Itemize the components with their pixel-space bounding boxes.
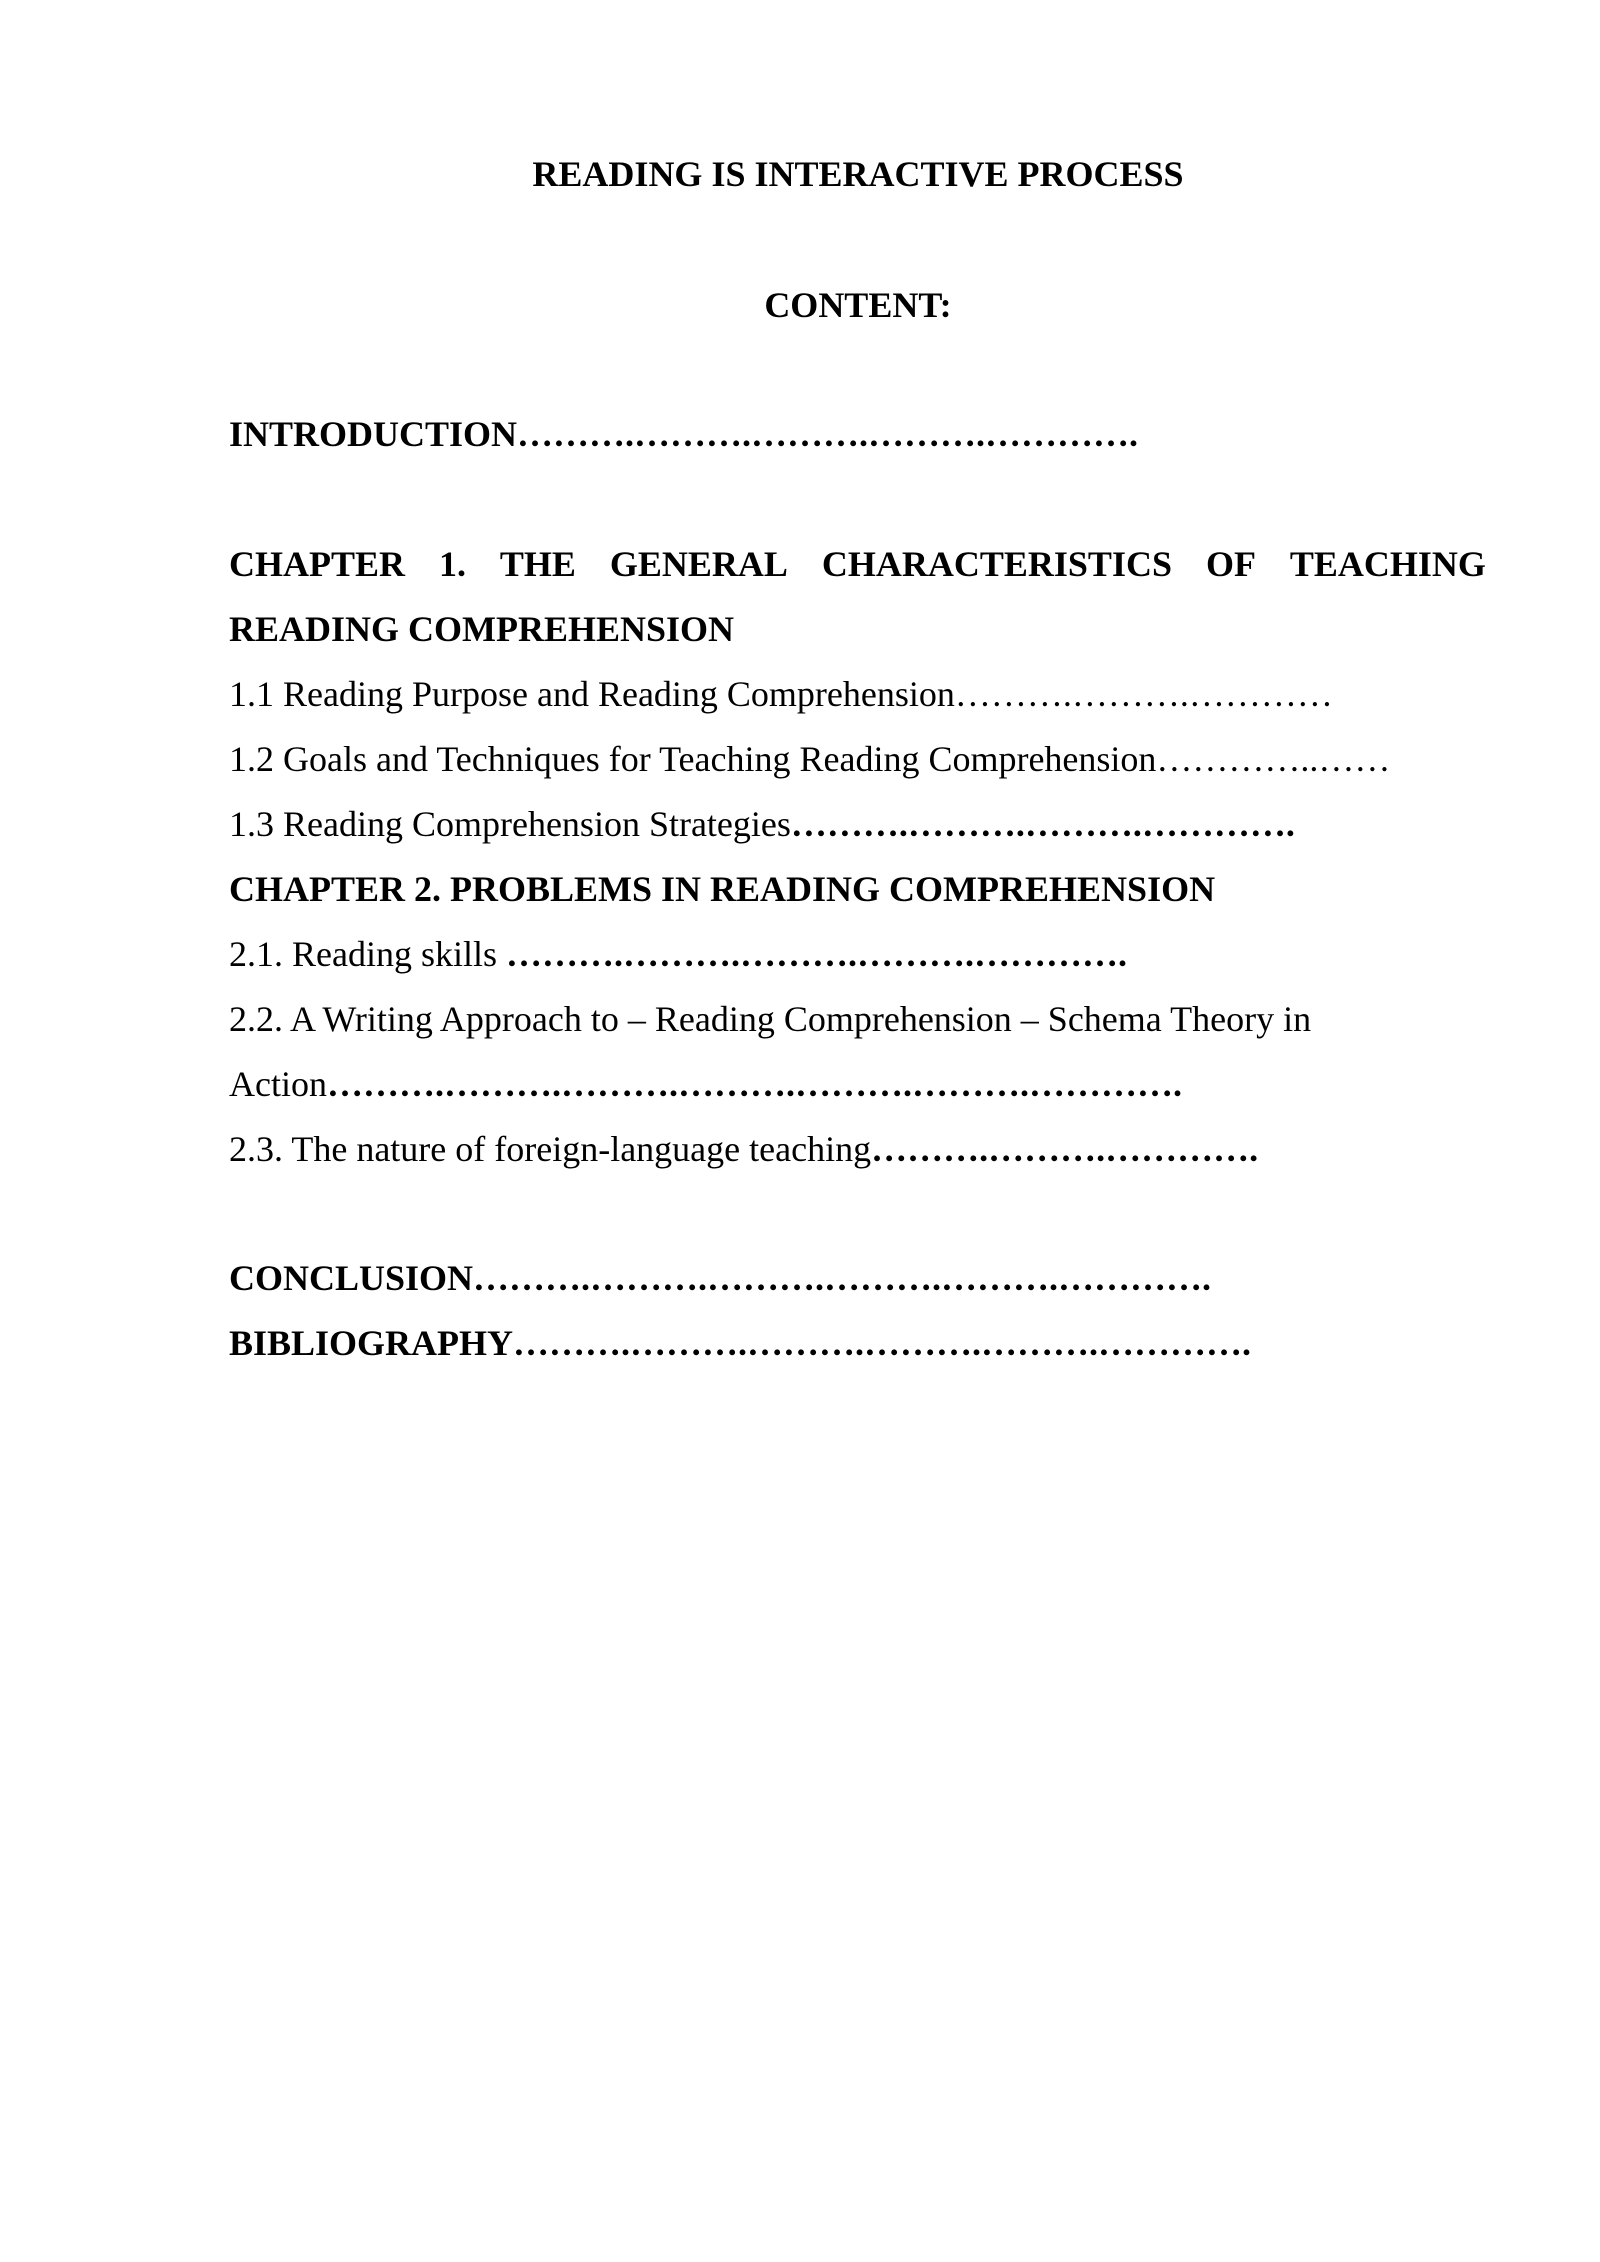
toc-leader: ……….……….………… xyxy=(954,674,1333,714)
toc-label: BIBLIOGRAPHY xyxy=(229,1323,514,1363)
toc-chapter1-heading-line1 xyxy=(229,546,1486,582)
toc-entry-2-3 xyxy=(229,1131,1258,1167)
heading-word: CHARACTERISTICS xyxy=(821,544,1172,584)
toc-chapter1-heading-line2: READING COMPREHENSION xyxy=(229,609,735,649)
heading-word: CHAPTER xyxy=(229,544,406,584)
toc-chapter2-heading: CHAPTER 2. PROBLEMS IN READING COMPREHENSION xyxy=(229,869,1216,909)
toc-entry-conclusion xyxy=(229,1260,1211,1296)
toc-leader: ……….……….……….……….…………. xyxy=(517,414,1139,454)
toc-leader: ……….……….……….…………. xyxy=(790,804,1295,844)
toc-leader: ……….……….……….……….……….…………. xyxy=(473,1258,1212,1298)
toc-label: 2.1. Reading skills xyxy=(229,934,506,974)
toc-label: Action xyxy=(229,1064,327,1104)
contents-heading: CONTENT: xyxy=(764,285,952,325)
toc-label: 2.3. The nature of foreign-language teaching xyxy=(229,1129,872,1169)
toc-entry-2-1 xyxy=(229,936,1127,972)
toc-entry-2-2-line1 xyxy=(229,1001,1311,1037)
toc-label: 1.3 Reading Comprehension Strategies xyxy=(229,804,791,844)
toc-entry-1-2 xyxy=(229,741,1390,777)
heading-word: THE xyxy=(499,544,576,584)
toc-leader: …………..…… xyxy=(1156,739,1391,779)
toc-label: 1.2 Goals and Techniques for Teaching Reading Comprehension xyxy=(229,739,1157,779)
heading-word: TEACHING xyxy=(1289,544,1486,584)
toc-entry-introduction xyxy=(229,416,1138,452)
toc-label: INTRODUCTION xyxy=(229,414,518,454)
toc-leader: ……….……….……….……….……….…………. xyxy=(513,1323,1252,1363)
toc-label: 1.1 Reading Purpose and Reading Comprehension xyxy=(229,674,955,714)
toc-entry-2-2-line2 xyxy=(229,1066,1182,1102)
heading-word: 1. xyxy=(438,544,466,584)
toc-label: 2.2. A Writing Approach to – Reading Comprehension – Schema Theory in xyxy=(229,999,1312,1039)
toc-entry-1-1 xyxy=(229,676,1333,712)
toc-entry-bibliography xyxy=(229,1325,1251,1361)
toc-entry-1-3 xyxy=(229,806,1295,842)
toc-leader: ……….……….……….……….…………. xyxy=(506,934,1127,974)
toc-leader: ……….……….…………. xyxy=(871,1129,1259,1169)
toc-leader: ……….……….……….……….……….……….…………. xyxy=(326,1064,1182,1104)
heading-word: GENERAL xyxy=(609,544,788,584)
document-title: READING IS INTERACTIVE PROCESS xyxy=(532,154,1184,194)
heading-word: OF xyxy=(1205,544,1256,584)
toc-label: CONCLUSION xyxy=(229,1258,474,1298)
